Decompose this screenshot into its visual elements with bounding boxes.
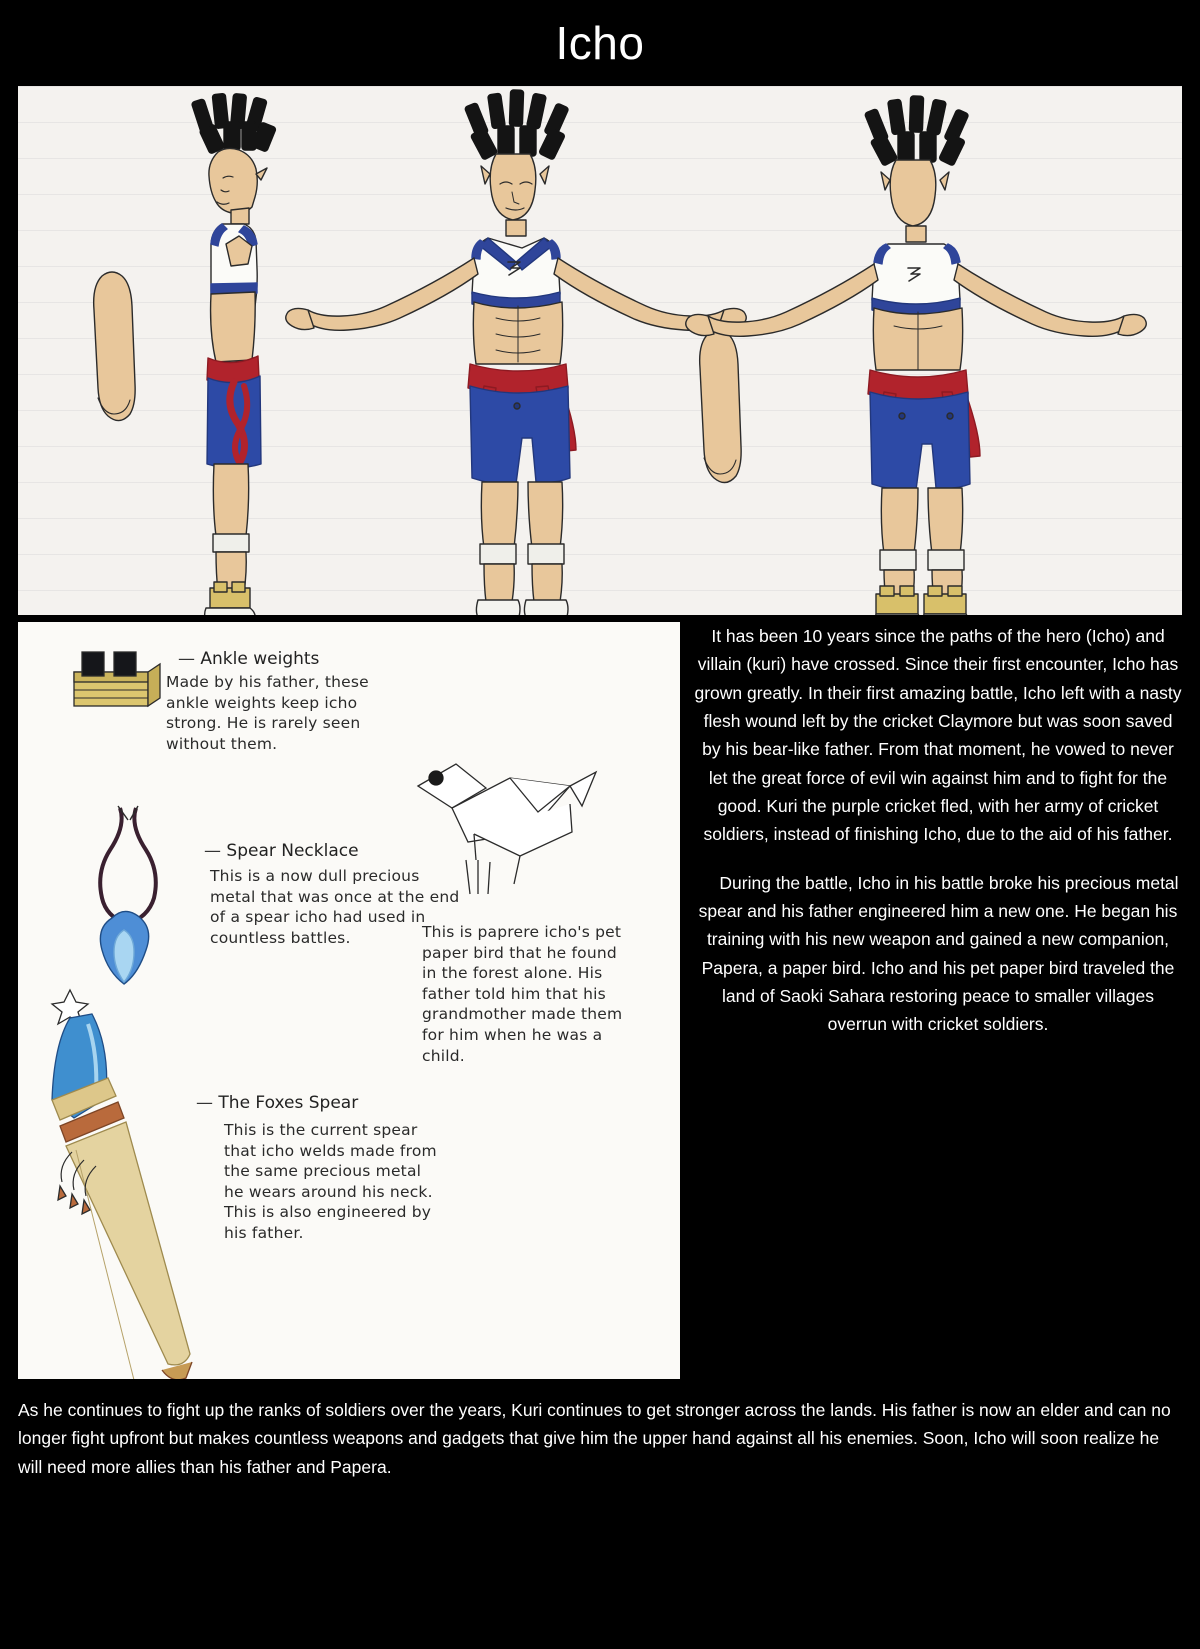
detached-arm-2 xyxy=(700,330,741,483)
note-heading-foxes-spear: — The Foxes Spear xyxy=(196,1093,359,1113)
note-dash: — xyxy=(204,841,227,861)
note-body-spear-necklace: This is a now dull precious metal that was once at the end of a spear icho had used in countless battles. xyxy=(210,867,460,947)
note-dash: — xyxy=(196,1093,219,1113)
props-notes-panel xyxy=(18,622,680,1379)
front-view-figure xyxy=(286,90,747,615)
side-view-figure xyxy=(191,93,276,615)
character-turnaround-artwork xyxy=(18,86,1182,615)
note-body-ankle-weights: Made by his father, these ankle weights keep icho strong. He is rarely seen without them. xyxy=(166,673,369,753)
back-view-figure xyxy=(686,96,1147,615)
detached-arm-1 xyxy=(94,272,135,421)
footer-text-block xyxy=(18,1396,1182,1481)
note-body-foxes-spear: This is the current spear that icho welds made from the same precious metal he wears around his neck. This is also engineered by his father. xyxy=(224,1121,437,1243)
note-heading-spear-necklace: — Spear Necklace xyxy=(204,841,359,861)
story-paragraph-1: It has been 10 years since the paths of the hero (Icho) and villain (kuri) have crossed. Since their first encounter, Icho has grown greatly. In their first amazing battle, Icho left with a nasty flesh wound left by the cricket Claymore but was soon saved by his bear-like father. From that moment, he vowed to never let the great force of evil win against him and to fight for the good. Kuri the purple cricket fled, with her army of cricket soldiers, instead of finishing Icho, due to the aid of his father. xyxy=(694,626,1182,845)
story-paragraph-2: During the battle, Icho in his battle broke his precious metal spear and his father engineered him a new one. He began his training with his new weapon and gained a new companion, Papera, a paper bird. Icho and his pet paper bird traveled the land of Saoki Sahara restoring peace to smaller villages overrun with cricket soldiers. xyxy=(698,872,1179,1035)
page-title: Icho xyxy=(555,17,645,69)
origami-bird-sketch xyxy=(408,752,628,912)
footer-paragraph: As he continues to fight up the ranks of soldiers over the years, Kuri continues to get stronger across the lands. His father is now an elder and can no longer fight upfront but makes countless weapons and gadgets that give him the upper hand against all his enemies. Soon, Icho will soon realize he will need more allies than his father and Papera. xyxy=(18,1400,1171,1477)
spear-sketch xyxy=(36,974,219,1379)
note-heading-ankle-weights: — Ankle weights xyxy=(178,649,320,669)
ankle-weight-sketch xyxy=(56,646,176,726)
turnaround-drawing xyxy=(18,86,1182,615)
note-dash: — xyxy=(178,649,201,669)
note-body-paper-bird: This is paprere icho's pet paper bird that he found in the forest alone. His father told him that his grandmother made them for him when he was a child. xyxy=(422,923,623,1065)
story-column xyxy=(694,622,1182,1379)
